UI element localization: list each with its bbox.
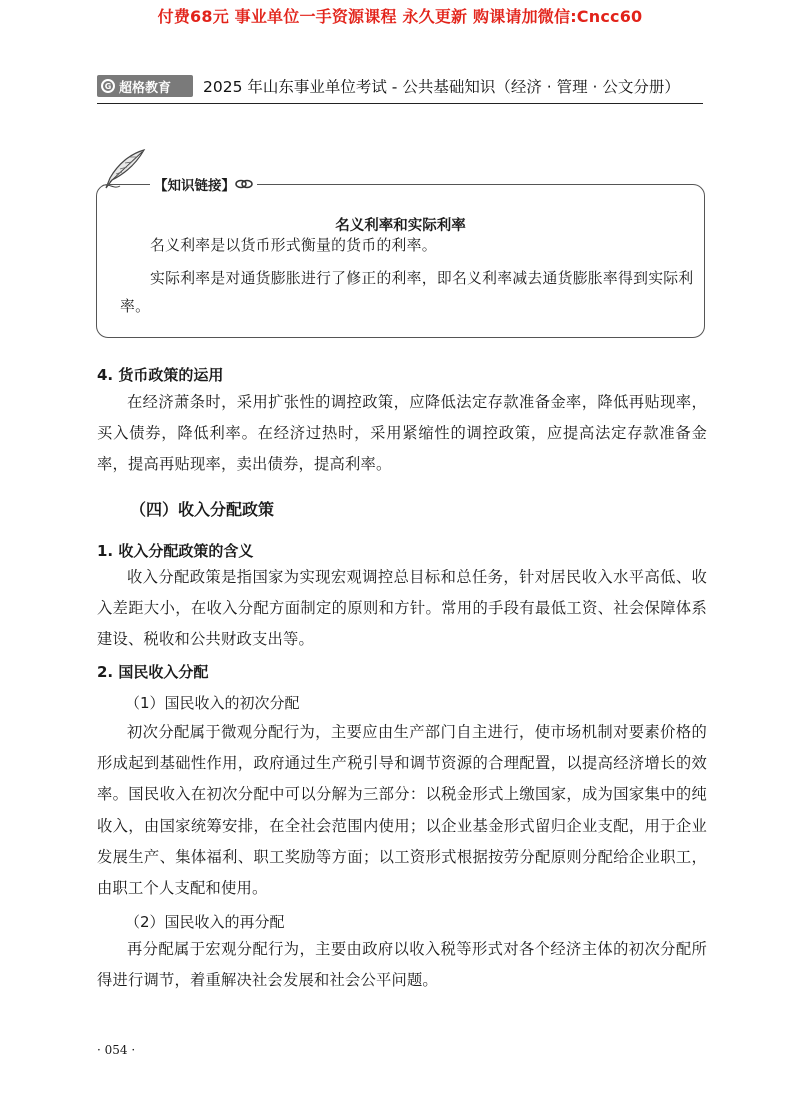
subsection-heading: （2）国民收入的再分配 bbox=[125, 913, 285, 931]
body-paragraph: 初次分配属于微观分配行为，主要应由生产部门自主进行，使市场机制对要素价格的形成起到基础性作用，政府通过生产税引导和调节资源的合理配置，以提高经济增长的效率。国民收入在初次分配中可以分解为三部分：以税金形式上缴国家，成为国家集中的纯收入，由国家统筹安排，在全社会范围内使用；以企业基金形式留归企业支配，用于企业发展生产、集体福利、职工奖励等方面；以工资形式根据按劳分配原则分配给企业职工，由职工个人支配和使用。 bbox=[97, 723, 707, 898]
header-divider bbox=[97, 103, 703, 104]
page-number: · 054 · bbox=[97, 1043, 136, 1057]
knowledge-link-label bbox=[150, 174, 257, 194]
body-paragraph: 收入分配政策是指国家为实现宏观调控总目标和总任务，针对居民收入水平高低、收入差距大小，在收入分配方面制定的原则和方针。常用的手段有最低工资、社会保障体系建设、税收和公共财政支出等。 bbox=[97, 568, 707, 649]
logo-icon: G bbox=[101, 79, 115, 93]
body-paragraph: 再分配属于宏观分配行为，主要由政府以收入税等形式对各个经济主体的初次分配所得进行调节，着重解决社会发展和社会公平问题。 bbox=[97, 940, 707, 990]
knowledge-box-title: 名义利率和实际利率 bbox=[335, 218, 466, 234]
section-heading: 1. 收入分配政策的含义 bbox=[97, 542, 254, 560]
section-heading: 2. 国民收入分配 bbox=[97, 663, 209, 681]
watermark-banner: 付费68元 事业单位一手资源课程 永久更新 购课请加微信:Cncc60 bbox=[157, 7, 643, 26]
page-header bbox=[97, 74, 680, 98]
knowledge-paragraph: 实际利率是对通货膨胀进行了修正的利率，即名义利率减去通货膨胀率得到实际利率。 bbox=[120, 270, 694, 315]
body-paragraph: 在经济萧条时，采用扩张性的调控政策，应降低法定存款准备金率，降低再贴现率，买入债券，降低利率。在经济过热时，采用紧缩性的调控政策，应提高法定存款准备金率，提高再贴现率，卖出债券，提高利率。 bbox=[97, 393, 707, 474]
header-title: 2025 年山东事业单位考试 - 公共基础知识（经济 · 管理 · 公文分册） bbox=[203, 78, 680, 96]
chain-link-icon bbox=[235, 178, 253, 190]
knowledge-paragraph: 名义利率是以货币形式衡量的货币的利率。 bbox=[150, 237, 437, 254]
logo-text: 超格教育 bbox=[119, 80, 172, 96]
brand-logo bbox=[97, 75, 193, 97]
section-heading: 4. 货币政策的运用 bbox=[97, 366, 224, 384]
part-heading: （四）收入分配政策 bbox=[130, 500, 275, 519]
subsection-heading: （1）国民收入的初次分配 bbox=[125, 694, 300, 712]
knowledge-label-text: 【知识链接】 bbox=[154, 178, 235, 194]
